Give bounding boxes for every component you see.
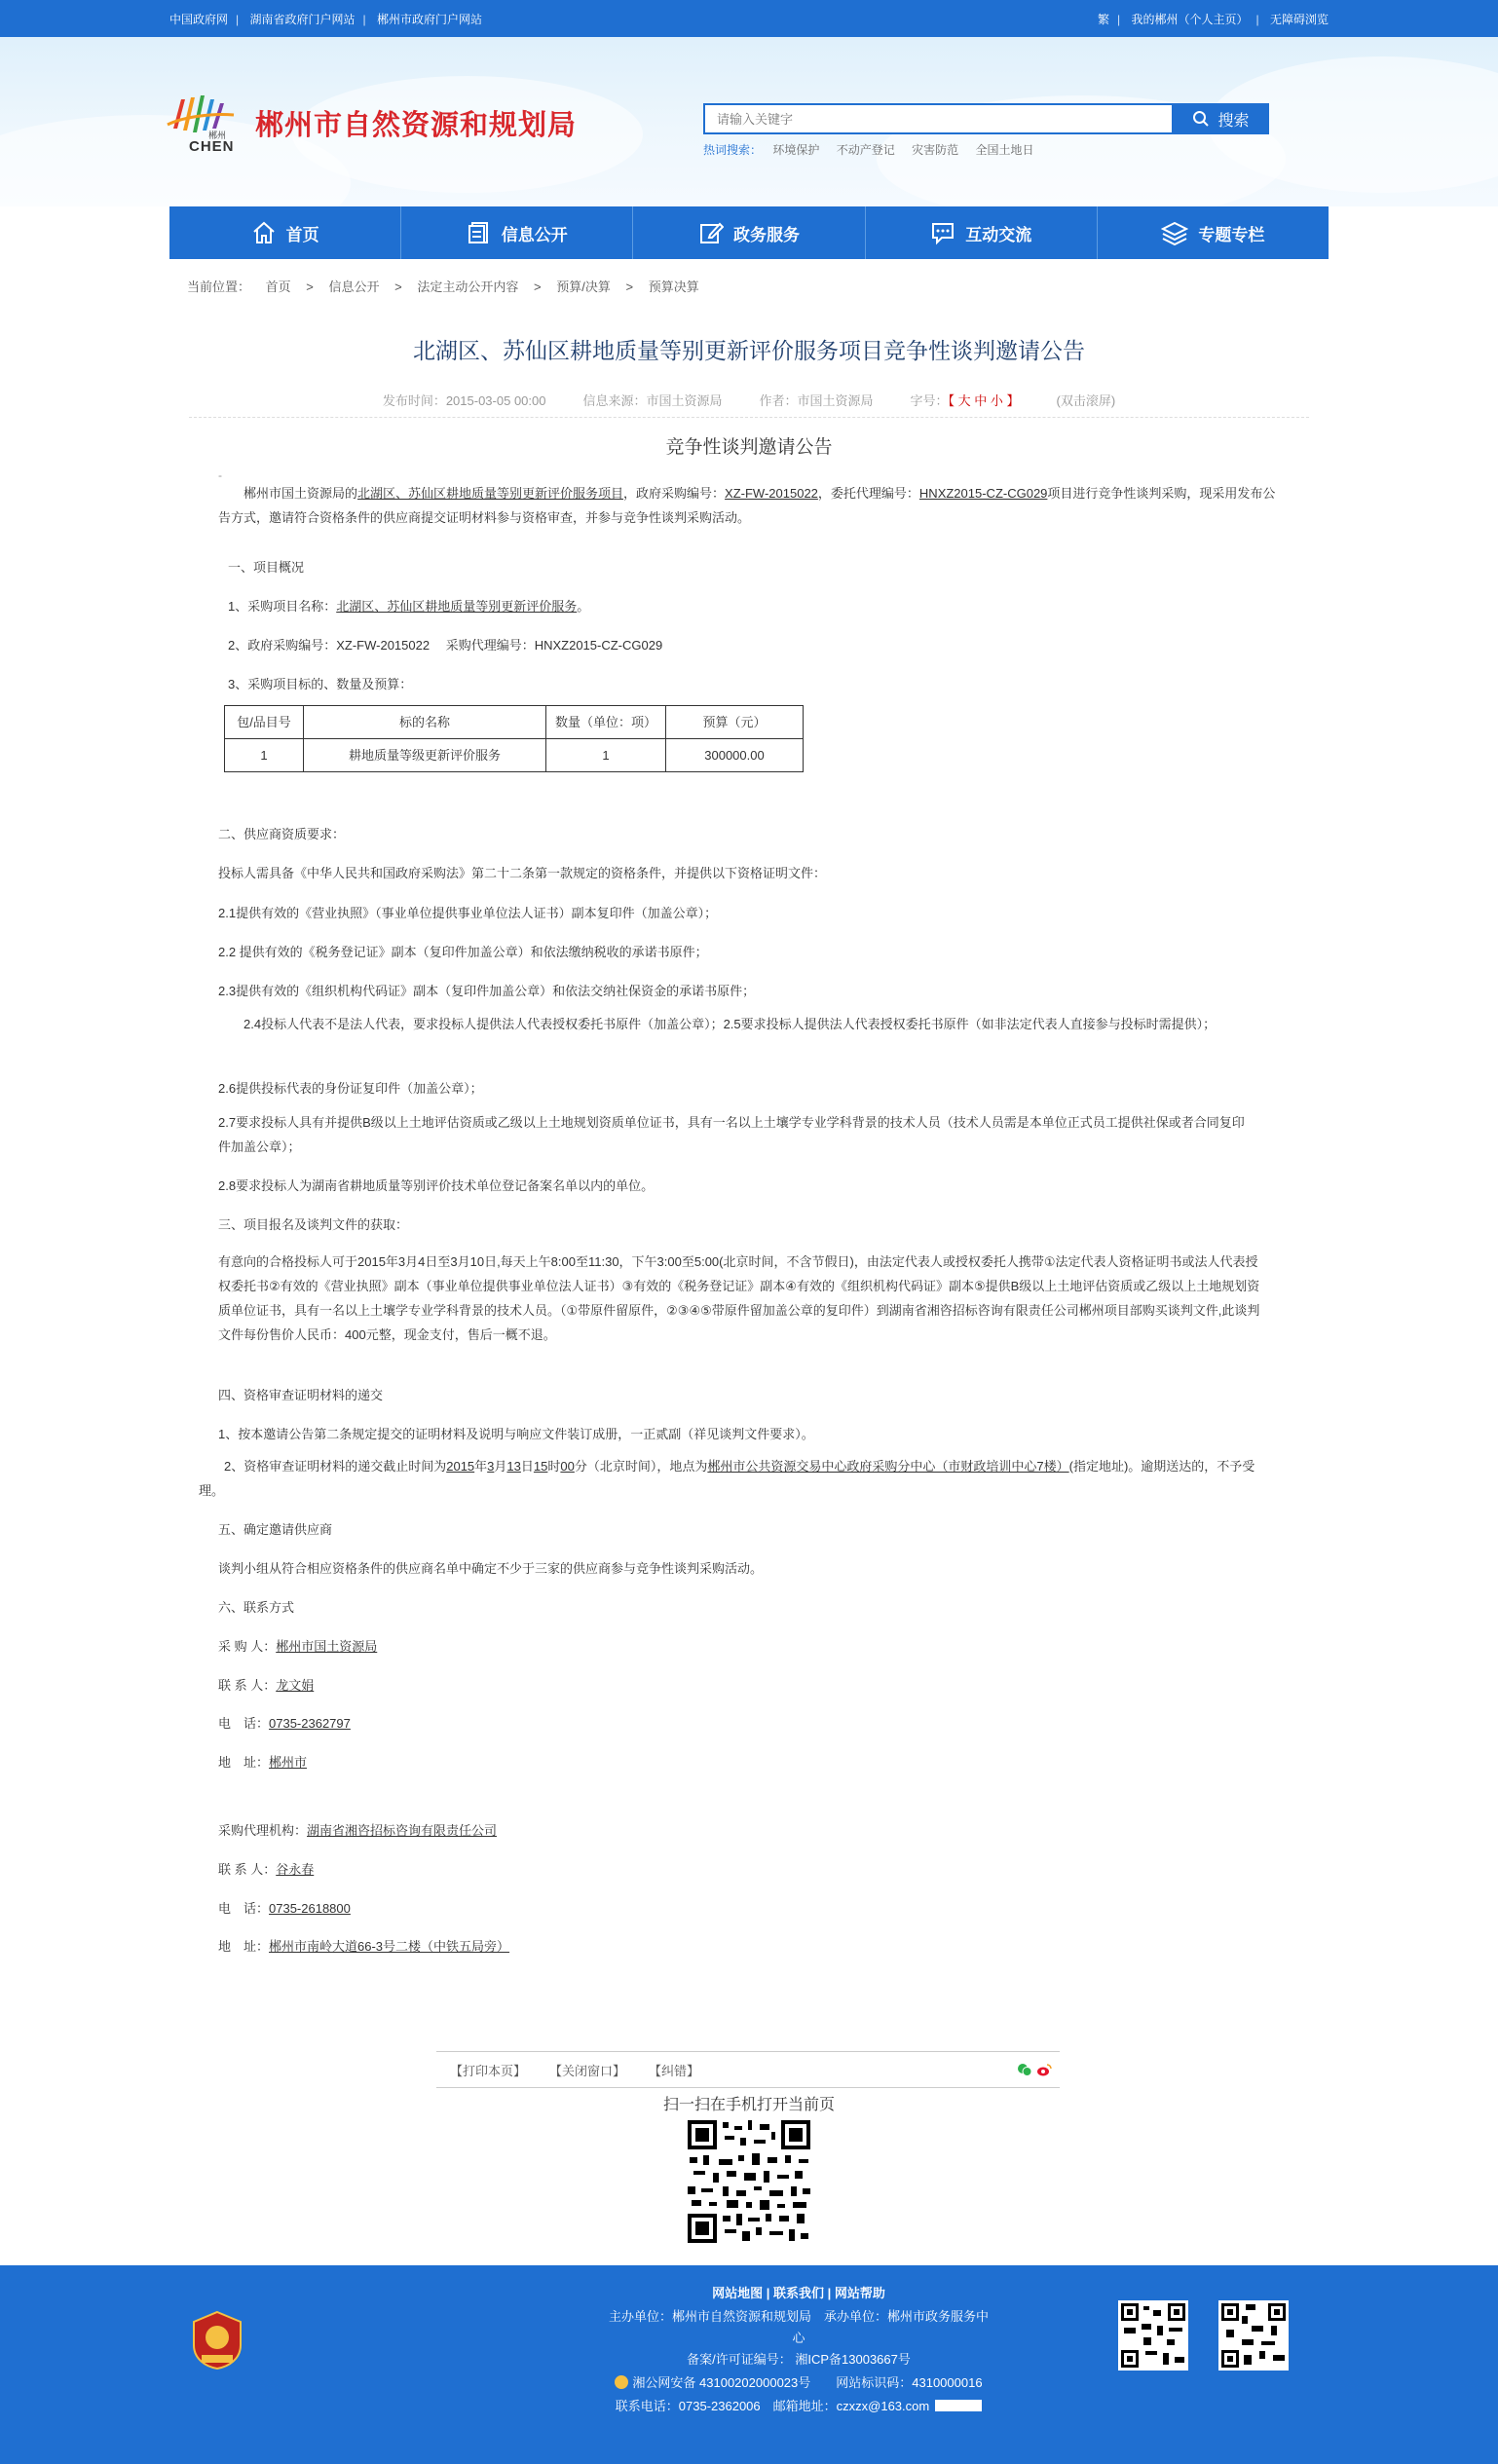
text: 00: [560, 1459, 575, 1474]
logo-subtext: 郴州: [208, 131, 227, 140]
footer-qr-code-1: [1118, 2300, 1188, 2371]
text: 15: [533, 1459, 548, 1474]
contact-address: [218, 1750, 307, 1774]
text: 。: [577, 599, 590, 614]
contact-buyer: [218, 1634, 377, 1659]
hot-word-link[interactable]: 灾害防范: [912, 143, 959, 157]
body-paragraph: 2.8要求投标人为湖南省耕地质量等别评价技术单位登记备案名单以内的单位。: [218, 1178, 655, 1193]
nav-item-info[interactable]: [401, 206, 633, 259]
home-icon: [251, 220, 277, 245]
text: 联 系 人：: [218, 1678, 277, 1693]
police-record-text: 湘公网安备 43100202000023号 网站标识码：4310000016: [632, 2375, 983, 2390]
link-hunan-gov[interactable]: 湖南省政府门户网站: [249, 12, 356, 26]
text: 郴州市南岭大道66-3号二楼（中铁五局旁）: [269, 1939, 510, 1954]
text: 0735-2618800: [269, 1901, 351, 1916]
link-chenzhou-gov[interactable]: 郴州市政府门户网站: [376, 12, 482, 26]
weibo-icon[interactable]: [1036, 2062, 1052, 2077]
agent-address: [218, 1934, 509, 1959]
text: 地 址：: [218, 1939, 270, 1954]
document-icon: [467, 220, 492, 245]
footer: [0, 2265, 1498, 2464]
cnzz-stats-icon[interactable]: [935, 2400, 982, 2411]
text: HNXZ2015-CZ-CG029: [918, 486, 1048, 501]
text: 采 购 人：: [218, 1639, 277, 1654]
text: 电 话：: [218, 1901, 270, 1916]
breadcrumb-separator: >: [534, 280, 542, 294]
breadcrumb-label: 当前位置：: [187, 280, 251, 294]
logo-text: CHEN: [189, 138, 235, 155]
hot-words: [703, 141, 1047, 158]
top-right-links: 繁 | 我的郴州（个人主页） | 无障碍浏览: [1098, 12, 1329, 26]
body-paragraph: 2.6提供投标代表的身份证复印件（加盖公章）；: [218, 1081, 483, 1096]
bullet-dot: -: [218, 468, 222, 482]
table-header-cell: 预算（元）: [666, 706, 804, 739]
section-title: 四、资格审查证明材料的递交: [218, 1388, 384, 1402]
body-paragraph: [199, 1454, 1260, 1503]
police-badge-icon: [615, 2375, 628, 2389]
text: 联 系 人：: [218, 1862, 277, 1877]
body-paragraph: 2.4投标人代表不是法人代表，要求投标人提供法人代表授权委托书原件（加盖公章）；2.5要求投标人提供法人代表授权委托书原件（如非法定代表人直接参与投标时需提供）；: [243, 1017, 1217, 1031]
text: 北湖区、苏仙区耕地质量等别更新评价服务项目: [357, 486, 624, 501]
agent-org: [218, 1818, 497, 1843]
table-header-row: [225, 706, 804, 739]
project-name-line: [228, 594, 589, 618]
footer-contact: [545, 2396, 1052, 2414]
text: 郴州市国土资源局: [276, 1639, 378, 1654]
table-header-cell: 包/品目号: [225, 706, 304, 739]
traditional-chinese-link[interactable]: 繁: [1098, 12, 1110, 26]
footer-contact-text: 联系电话：0735-2362006 邮箱地址：czxzx@163.com: [615, 2399, 930, 2413]
article-meta: [189, 382, 1309, 418]
info-source: 信息来源：市国土资源局: [582, 392, 723, 408]
nav-item-service[interactable]: [633, 206, 865, 259]
text: ，委托代理编号：: [817, 486, 919, 501]
text: 龙文娟: [276, 1678, 315, 1693]
footer-qr-code-2: [1218, 2300, 1289, 2371]
table-cell: 1: [225, 739, 304, 772]
text: 采购代理机构：: [218, 1823, 308, 1838]
text: 分（北京时间），地点为: [574, 1459, 708, 1474]
text: 年: [474, 1459, 488, 1474]
text: 郴州市公共资源交易中心政府采购分中心（市财政培训中心7楼）: [707, 1459, 1069, 1474]
my-chenzhou-link[interactable]: 我的郴州（个人主页）: [1131, 12, 1249, 26]
project-code-line: 2、政府采购编号：XZ-FW-2015022 采购代理编号：HNXZ2015-CZ-CG029: [228, 638, 663, 653]
agent-phone: [218, 1896, 351, 1921]
footer-host-cont: 心: [792, 2331, 805, 2345]
author: 作者：市国土资源局: [759, 392, 874, 408]
dblclick-scroll-hint: (双击滚屏): [1056, 392, 1116, 408]
link-gov-cn[interactable]: 中国政府网: [169, 12, 229, 26]
breadcrumb-item[interactable]: 首页: [265, 280, 291, 294]
body-paragraph: 1、按本邀请公告第二条规定提交的证明材料及说明与响应文件装订成册，一正贰副（祥见谈判文件要求）。: [218, 1427, 814, 1441]
party-government-badge-icon[interactable]: [192, 2310, 243, 2371]
font-size-switcher: [911, 391, 1020, 409]
hot-word-link[interactable]: 不动产登记: [836, 143, 895, 157]
scan-hint: 扫一扫在手机打开当前页: [662, 2097, 835, 2113]
text: 北湖区、苏仙区耕地质量等别更新评价服务: [336, 599, 578, 614]
search-input[interactable]: [705, 105, 1196, 132]
text: 谷永春: [276, 1862, 315, 1877]
body-paragraph: 2.3提供有效的《组织机构代码证》副本（复印件加盖公章）和依法交纳社保资金的承诺书原件；: [218, 984, 756, 998]
body-paragraph: 2.1提供有效的《营业执照》（事业单位提供事业单位法人证书）副本复印件（加盖公章）；: [218, 906, 718, 920]
layers-icon: [1161, 220, 1188, 245]
search-icon: [1192, 110, 1210, 128]
nav-item-topics[interactable]: [1098, 206, 1329, 259]
hot-words-label: 热词搜索：: [703, 143, 763, 157]
text: 电 话：: [218, 1716, 270, 1731]
site-logo[interactable]: [164, 90, 242, 160]
section-title: 五、确定邀请供应商: [218, 1522, 333, 1537]
breadcrumb: [187, 277, 711, 295]
project-budget-title: 3、采购项目标的、数量及预算：: [228, 677, 413, 691]
main-content: [169, 259, 1329, 2265]
table-header-cell: 数量（单位：项）: [546, 706, 666, 739]
breadcrumb-separator: >: [306, 280, 314, 294]
text: 2015: [446, 1459, 475, 1474]
text: 湖南省湘咨招标咨询有限责任公司: [307, 1823, 498, 1838]
agent-contact: [218, 1857, 314, 1882]
body-paragraph: 有意向的合格投标人可于2015年3月4日至3月10日,每天上午8:00至11:30，下午3:00至5:00(北京时间，不含节假日)，由法定代表人或授权委托人携带①法定代表人资格证明书或法人代表授权委托书②有效的《营业执照》副本（事业单位提供事业单位法人证书）③有效的《税务登记证》副本④有效的《组织机构代码证》副本⑤提供B级以上土地评估资质或乙级以上土地规划资质单位证书，具有一名以上土壤学专业学科背景的技术人员。（①带原件留原件，②③④⑤带原件留加盖公章的复印件）到湖南省湘咨招标咨询有限责任公司郴州项目部购买谈判文件,此谈判文件每份售价人民币：400元整，现金支付，售后一概不退。: [218, 1254, 1260, 1342]
budget-table: [224, 705, 804, 772]
text: 2、资格审查证明材料的递交截止时间为: [224, 1459, 447, 1474]
section-title: 二、供应商资质要求：: [218, 827, 346, 841]
table-cell: 300000.00: [666, 739, 804, 772]
print-button[interactable]: 【打印本页】: [450, 2063, 527, 2078]
hot-word-link[interactable]: 全国土地日: [975, 143, 1034, 157]
text: (指定地址)。逾期送达的，不予受理。: [199, 1459, 1255, 1498]
nav-item-interact[interactable]: [866, 206, 1098, 259]
publish-time: 发布时间：2015-03-05 00:00: [382, 392, 546, 408]
font-size-label: 字号：: [910, 392, 949, 408]
footer-icp[interactable]: 备案/许可证编号： 湘ICP备13003667号: [687, 2352, 911, 2367]
text: 13: [506, 1459, 521, 1474]
hot-word-link[interactable]: 环境保护: [772, 143, 820, 157]
text: 地 址：: [218, 1755, 270, 1770]
table-row: [225, 739, 804, 772]
text: 月: [494, 1459, 507, 1474]
breadcrumb-item[interactable]: 法定主动公开内容: [417, 280, 519, 294]
nav-item-label: 政务服务: [733, 225, 800, 244]
text: XZ-FW-2015022: [725, 486, 818, 501]
breadcrumb-item[interactable]: 预算决算: [648, 280, 699, 294]
search-button[interactable]: [1173, 103, 1269, 134]
wechat-icon[interactable]: [1017, 2062, 1032, 2077]
table-header-cell: 标的名称: [304, 706, 546, 739]
text: 郴州市国土资源局的: [243, 486, 358, 501]
nav-item-label: 信息公开: [501, 225, 568, 244]
top-left-links: 中国政府网 | 湖南省政府门户网站 | 郴州市政府门户网站: [169, 12, 482, 26]
footer-police: [545, 2372, 1052, 2391]
body-paragraph: 投标人需具备《中华人民共和国政府采购法》第二十二条第一款规定的资格条件，并提供以下资格证明文件：: [218, 866, 827, 880]
search-box: [703, 103, 1174, 134]
breadcrumb-separator: >: [394, 280, 402, 294]
top-bar: [0, 0, 1498, 37]
accessibility-link[interactable]: 无障碍浏览: [1269, 12, 1329, 26]
text: 3: [487, 1459, 495, 1474]
chat-icon: [930, 220, 955, 245]
nav-item-label: 互动交流: [965, 225, 1032, 244]
main-nav: [169, 206, 1329, 259]
footer-links[interactable]: 网站地图 | 联系我们 | 网站帮助: [712, 2286, 885, 2300]
footer-host: 主办单位：郴州市自然资源和规划局 承办单位：郴州市政务服务中: [608, 2309, 989, 2324]
body-paragraph: 谈判小组从符合相应资格条件的供应商名单中确定不少于三家的供应商参与竞争性谈判采购活动。: [218, 1561, 764, 1576]
body-paragraph: 2.7要求投标人具有并提供B级以上土地评估资质或乙级以上土地规划资质单位证书，具有一名以上土壤学专业学科背景的技术人员（技术人员需是本单位正式员工提供社保或者合同复印件加盖公章）；: [218, 1115, 1245, 1154]
font-size-control[interactable]: 【 大 中 小 】: [948, 392, 1020, 408]
breadcrumb-item[interactable]: 信息公开: [328, 280, 380, 294]
body-paragraph: 2.2 提供有效的《税务登记证》副本（复印件加盖公章）和依法缴纳税收的承诺书原件；: [218, 945, 708, 959]
contact-phone: [218, 1711, 351, 1736]
text: 日: [520, 1459, 534, 1474]
text: 时: [547, 1459, 561, 1474]
nav-item-home[interactable]: [169, 206, 401, 259]
body-intro: [218, 481, 1280, 530]
text: 郴州市: [269, 1755, 308, 1770]
article-subtitle: 竞争性谈判邀请公告: [665, 437, 833, 458]
table-cell: 耕地质量等级更新评价服务: [304, 739, 546, 772]
section-title: 一、项目概况: [228, 560, 305, 575]
text: 0735-2362797: [269, 1716, 351, 1731]
breadcrumb-separator: >: [625, 280, 634, 294]
page-qr-code: [684, 2116, 814, 2247]
table-cell: 1: [546, 739, 666, 772]
section-title: 三、项目报名及谈判文件的获取：: [218, 1217, 409, 1232]
article-tools: [436, 2051, 1060, 2088]
site-title: 郴州市自然资源和规划局: [255, 108, 578, 141]
nav-item-label: 专题专栏: [1198, 225, 1265, 244]
breadcrumb-item[interactable]: 预算/决算: [556, 280, 611, 294]
nav-item-label: 首页: [285, 225, 319, 244]
text: 项目进行竞争性谈判采购，现采用发布公告方式，邀请符合资格条件的供应商提交证明材料参与资格审查，并参与竞争性谈判采购活动。: [218, 486, 1276, 525]
text: ，政府采购编号：: [623, 486, 726, 501]
close-window-button[interactable]: 【关闭窗口】: [549, 2063, 626, 2078]
search-button-label: 搜索: [1217, 112, 1250, 130]
section-title: 六、联系方式: [218, 1600, 295, 1615]
text: 1、采购项目名称：: [228, 599, 337, 614]
contact-person: [218, 1673, 314, 1698]
article-title: 北湖区、苏仙区耕地质量等别更新评价服务项目竞争性谈判邀请公告: [413, 338, 1085, 363]
edit-icon: [698, 220, 724, 245]
correct-button[interactable]: 【纠错】: [649, 2063, 700, 2078]
